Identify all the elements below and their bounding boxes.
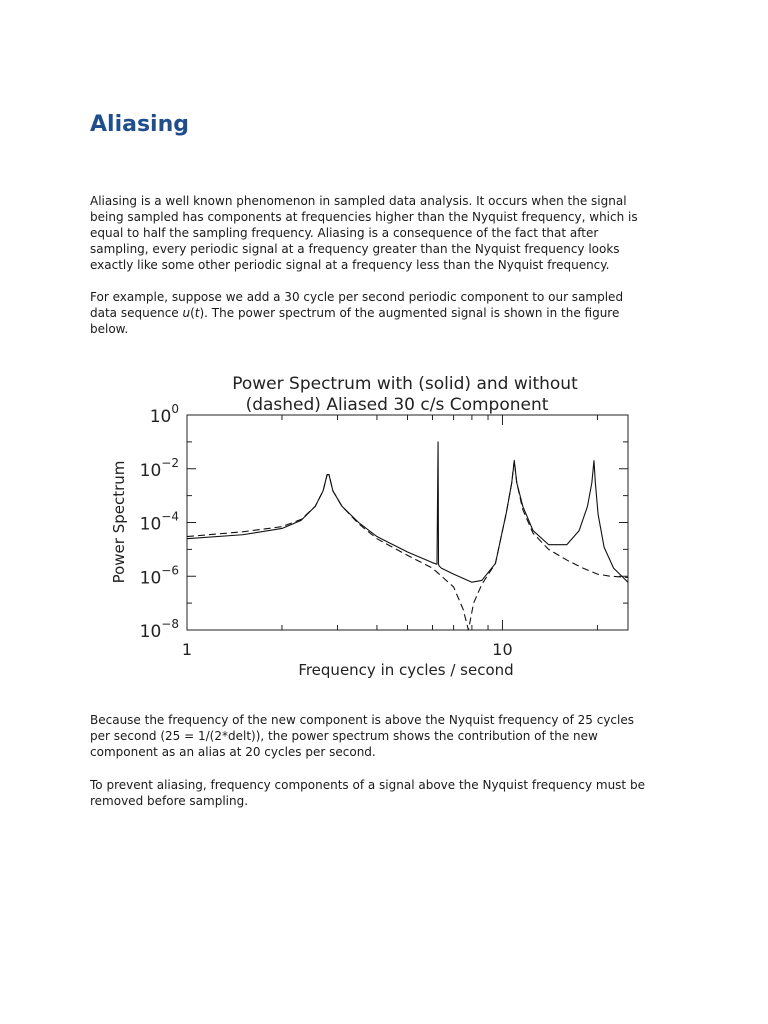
alias-explanation-paragraph: Because the frequency of the new component is above the Nyquist frequency of 25 cycles per second (25 = 1/(2*delt)), the power spectrum shows the contribution of the new component as an alias at 20 cycles per second. — [90, 713, 634, 759]
series-line-solid — [187, 442, 628, 582]
power-spectrum-chart — [100, 362, 640, 692]
example-text-end: ). The power spectrum of the augmented signal is shown in the figure below. — [90, 306, 620, 336]
y-tick-label-4: $10^{-8}$ — [139, 617, 179, 642]
example-paragraph — [90, 289, 680, 337]
y-tick-label-3: $10^{-6}$ — [139, 563, 179, 589]
page-title: Aliasing — [90, 112, 189, 137]
x-tick-label-1: 10 — [492, 640, 513, 659]
paren-open: ( — [190, 306, 195, 320]
y-tick-label-1: $10^{-2}$ — [139, 455, 179, 481]
variable-u: u — [182, 306, 191, 320]
y-axis-label: Power Spectrum — [110, 460, 128, 584]
chart-title-line1: Power Spectrum with (solid) and without — [232, 374, 578, 394]
chart-title-line2: (dashed) Aliased 30 c/s Component — [245, 395, 549, 415]
plot-frame — [187, 415, 628, 630]
power-spectrum-figure — [100, 362, 640, 692]
x-tick-label-0: 1 — [181, 640, 193, 659]
example-text-start: For example, suppose we add a 30 cycle per second periodic component to our sampled data sequence — [90, 290, 624, 320]
x-axis-label: Frequency in cycles / second — [298, 661, 514, 679]
prevention-paragraph: To prevent aliasing, frequency components of a signal above the Nyquist frequency must be removed before sampling. — [90, 778, 645, 808]
variable-t: t — [194, 306, 200, 320]
series-group — [187, 442, 628, 630]
axis-ticks — [140, 402, 628, 659]
y-tick-label-2: $10^{-4}$ — [139, 509, 179, 535]
series-line-dashed — [187, 461, 628, 630]
y-tick-label-0: $10^0$ — [149, 402, 179, 427]
intro-paragraph: Aliasing is a well known phenomenon in sampled data analysis. It occurs when the signal being sampled has components at frequencies higher than the Nyquist frequency, which is equal to half the sampling frequency. Aliasing is a consequence of the fact that after sampling, every periodic signal at a frequency greater than the Nyquist frequency looks exactly like some other periodic signal at a frequency less than the Nyquist frequency. — [90, 194, 638, 272]
